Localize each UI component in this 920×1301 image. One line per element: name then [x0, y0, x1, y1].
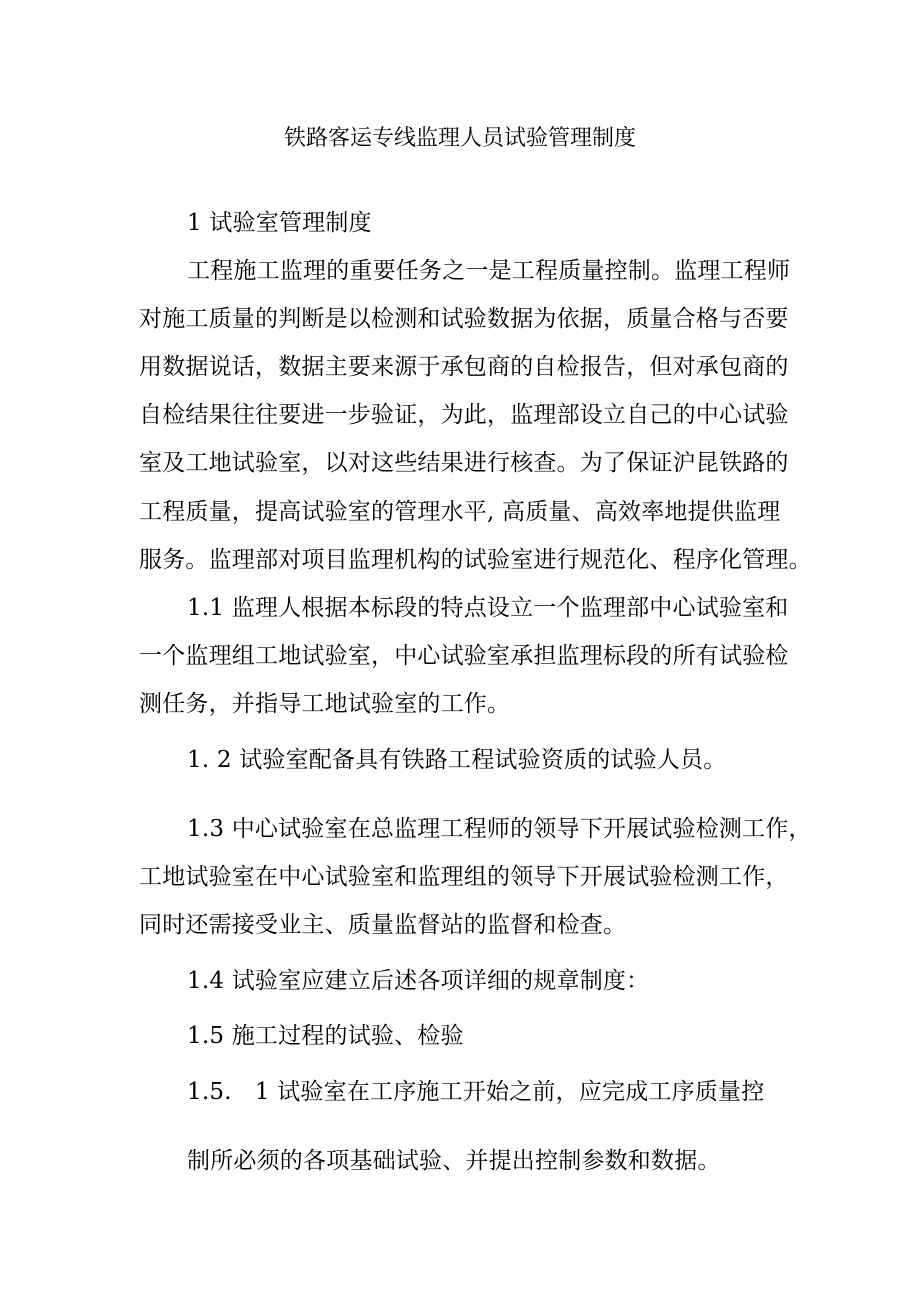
clause-1-4-line: 1.4 试验室应建立后述各项详细的规章制度： [187, 968, 650, 994]
clause-1-1-line: 一个监理组工地试验室，中心试验室承担监理标段的所有试验检 [139, 643, 789, 669]
clause-1-5-1-line: 制所必须的各项基础试验、并提出控制参数和数据。 [187, 1148, 721, 1174]
clause-1-2-line: 1. 2 试验室配备具有铁路工程试验资质的试验人员。 [187, 747, 727, 773]
clause-1-5-1-line: 1.5. 1 试验室在工序施工开始之前，应完成工序质量控 [187, 1079, 765, 1105]
clause-1-5-line: 1.5 施工过程的试验、检验 [187, 1023, 464, 1049]
paragraph-line: 工程施工监理的重要任务之一是工程质量控制。监理工程师 [187, 258, 791, 284]
document-title: 铁路客运专线监理人员试验管理制度 [283, 126, 636, 151]
paragraph-line: 自检结果往往要进一步验证，为此，监理部设立自己的中心试验 [139, 402, 789, 428]
clause-1-1-line: 1.1 监理人根据本标段的特点设立一个监理部中心试验室和 [187, 595, 789, 621]
clause-1-3-line: 1.3 中心试验室在总监理工程师的领导下开展试验检测工作， [187, 816, 812, 842]
paragraph-line: 室及工地试验室，以对这些结果进行核查。为了保证沪昆铁路的 [139, 450, 789, 476]
paragraph-line: 用数据说话，数据主要来源于承包商的自检报告，但对承包商的 [139, 354, 789, 380]
clause-1-3-line: 同时还需接受业主、质量监督站的监督和检查。 [139, 912, 627, 938]
paragraph-line: 工程质量，提高试验室的管理水平, 高质量、高效率地提供监理 [139, 499, 781, 525]
paragraph-line: 对施工质量的判断是以检测和试验数据为依据，质量合格与否要 [139, 306, 789, 332]
clause-1-1-line: 测任务，并指导工地试验室的工作。 [139, 691, 511, 717]
paragraph-line: 服务。监理部对项目监理机构的试验室进行规范化、程序化管理。 [139, 547, 812, 573]
clause-1-3-line: 工地试验室在中心试验室和监理组的领导下开展试验检测工作， [139, 864, 789, 890]
section-heading-1: 1 试验室管理制度 [187, 210, 372, 236]
